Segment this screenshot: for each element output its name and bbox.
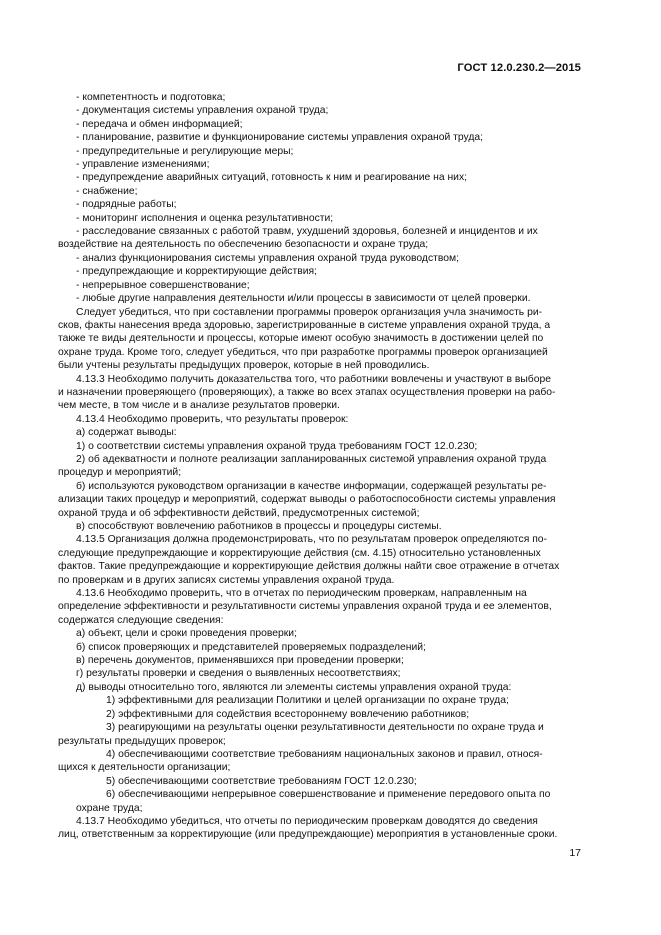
list-item: - предупреждающие и корректирующие действия; xyxy=(76,266,317,278)
list-item-continuation: охране труда; xyxy=(76,802,143,814)
paragraph-line: фактов. Такие предупреждающие и корректирующие действия должны найти свое отражение в отчетах xyxy=(58,561,560,573)
list-item: - подрядные работы; xyxy=(76,199,177,211)
list-item: 2) об адекватности и полноте реализации запланированных системой управления охраной труда xyxy=(76,453,547,465)
paragraph-line: 4.13.6 Необходимо проверить, что в отчетах по периодическим проверкам, направленным на xyxy=(76,588,527,600)
paragraph-line: следующие предупреждающие и корректирующие действия (см. 4.15) относительно установленных xyxy=(58,547,541,559)
paragraph-line: охране труда. Кроме того, следует убедиться, что при разработке программы проверок организацией xyxy=(58,346,548,358)
list-item: а) содержат выводы: xyxy=(76,427,177,439)
clause-4-13-3 xyxy=(58,373,584,413)
list-item-continuation: воздействие на деятельность по обеспечению безопасности и охране труда; xyxy=(58,239,429,251)
list-item-continuation: охраной труда и об эффективности действий, предусмотренных системой; xyxy=(58,507,420,519)
list-item: - мониторинг исполнения и оценка результативности; xyxy=(76,212,334,224)
list-item: 1) о соответствии системы управления охраной труда требованиям ГОСТ 12.0.230; xyxy=(76,440,478,452)
list-item: - анализ функционирования системы управления охраной труда руководством; xyxy=(76,252,459,264)
list-item: в) перечень документов, применявшихся при проведении проверки; xyxy=(76,655,404,667)
list-item: - передача и обмен информацией; xyxy=(76,118,243,130)
paragraph-line: содержатся следующие сведения: xyxy=(58,614,224,626)
document-code-header: ГОСТ 12.0.230.2—2015 xyxy=(457,62,581,74)
list-item: - компетентность и подготовка; xyxy=(76,92,226,103)
list-item: - снабжение; xyxy=(76,185,138,197)
list-item-continuation: результаты предыдущих проверок; xyxy=(58,735,226,747)
list-item-continuation: процедур и мероприятий; xyxy=(58,467,182,479)
paragraph-line: были учтены результаты предыдущих проверок, которые в ней проводились. xyxy=(58,360,430,372)
clause-4-13-4 xyxy=(58,413,584,534)
audit-areas-list xyxy=(58,91,584,306)
page-number: 17 xyxy=(569,847,581,859)
paragraph-line: лиц, ответственным за корректирующие (или предупреждающие) мероприятия в установленные сроки. xyxy=(58,829,558,841)
list-item: - предупредительные и регулирующие меры; xyxy=(76,145,294,157)
paragraph-audit-program xyxy=(58,306,584,373)
list-item: а) объект, цели и сроки проведения проверки; xyxy=(76,628,297,640)
list-item: г) результаты проверки и сведения о выявленных несоответствиях; xyxy=(76,668,401,680)
list-item: - планирование, развитие и функционирование системы управления охраной труда; xyxy=(76,132,484,144)
paragraph-line: сков, факты нанесения вреда здоровью, зарегистрированные в системе управления охраной труда, а xyxy=(58,319,551,331)
list-item: 6) обеспечивающими непрерывное совершенствование и применение передового опыта по xyxy=(106,789,551,801)
list-item: 4) обеспечивающими соответствие требованиям национальных законов и правил, относя- xyxy=(106,748,543,760)
list-item: 1) эффективными для реализации Политики и целей организации по охране труда; xyxy=(106,695,509,707)
paragraph-line: 4.13.4 Необходимо проверить, что результаты проверок: xyxy=(76,413,349,425)
paragraph-line: Следует убедиться, что при составлении программы проверок организация учла значимость ри- xyxy=(76,306,543,318)
paragraph-line: также те виды деятельности и процессы, которые имеют особую значимость в достижении целей по xyxy=(58,333,544,345)
paragraph-line: чем месте, в том числе и в анализе результатов проверки. xyxy=(58,400,340,412)
list-item: - непрерывное совершенствование; xyxy=(76,279,250,291)
paragraph-line: 4.13.5 Организация должна продемонстрировать, что по результатам проверок определяются по- xyxy=(76,534,548,546)
list-item: д) выводы относительно того, являются ли элементы системы управления охраной труда: xyxy=(76,681,512,693)
list-item: 5) обеспечивающими соответствие требованиям ГОСТ 12.0.230; xyxy=(106,775,417,787)
paragraph-line: 4.13.7 Необходимо убедиться, что отчеты по периодическим проверкам доводятся до сведения xyxy=(76,815,538,827)
paragraph-line: определение эффективности и результативности системы управления охраной труда и ее элементов, xyxy=(58,601,552,613)
list-item: в) способствуют вовлечению работников в процессы и процедуры системы. xyxy=(76,521,442,532)
list-item: 2) эффективными для содействия всестороннему вовлечению работников; xyxy=(106,708,470,720)
paragraph-line: по проверкам и в других записях системы управления охраной труда. xyxy=(58,574,395,586)
list-item-continuation: ализации таких процедур и мероприятий, содержат выводы о работоспособности системы управления xyxy=(58,494,556,506)
clause-4-13-7 xyxy=(58,815,584,842)
list-item: б) используются руководством организации в качестве информации, содержащей результаты ре- xyxy=(76,480,547,492)
clause-4-13-6 xyxy=(58,587,584,815)
list-item: - управление изменениями; xyxy=(76,159,210,171)
list-item-continuation: щихся к деятельности организации; xyxy=(58,762,231,774)
list-item: б) список проверяющих и представителей проверяемых подразделений; xyxy=(76,641,426,653)
list-item: - расследование связанных с работой травм, ухудшений здоровья, болезней и инцидентов и их xyxy=(76,226,538,238)
list-item: - предупреждение аварийных ситуаций, готовность к ним и реагирование на них; xyxy=(76,172,467,184)
document-body xyxy=(58,91,584,842)
paragraph-line: 4.13.3 Необходимо получить доказательства того, что работники вовлечены и участвуют в выборе xyxy=(76,373,551,385)
list-item: - документация системы управления охраной труда; xyxy=(76,105,329,117)
list-item: 3) реагирующими на результаты оценки результативности деятельности по охране труда и xyxy=(106,722,544,734)
list-item: - любые другие направления деятельности и/или процессы в зависимости от целей проверки. xyxy=(76,293,531,305)
clause-4-13-5 xyxy=(58,533,584,587)
paragraph-line: и назначении проверяющего (проверяющих), а также во всех этапах осуществления проверки на рабо- xyxy=(58,386,556,398)
